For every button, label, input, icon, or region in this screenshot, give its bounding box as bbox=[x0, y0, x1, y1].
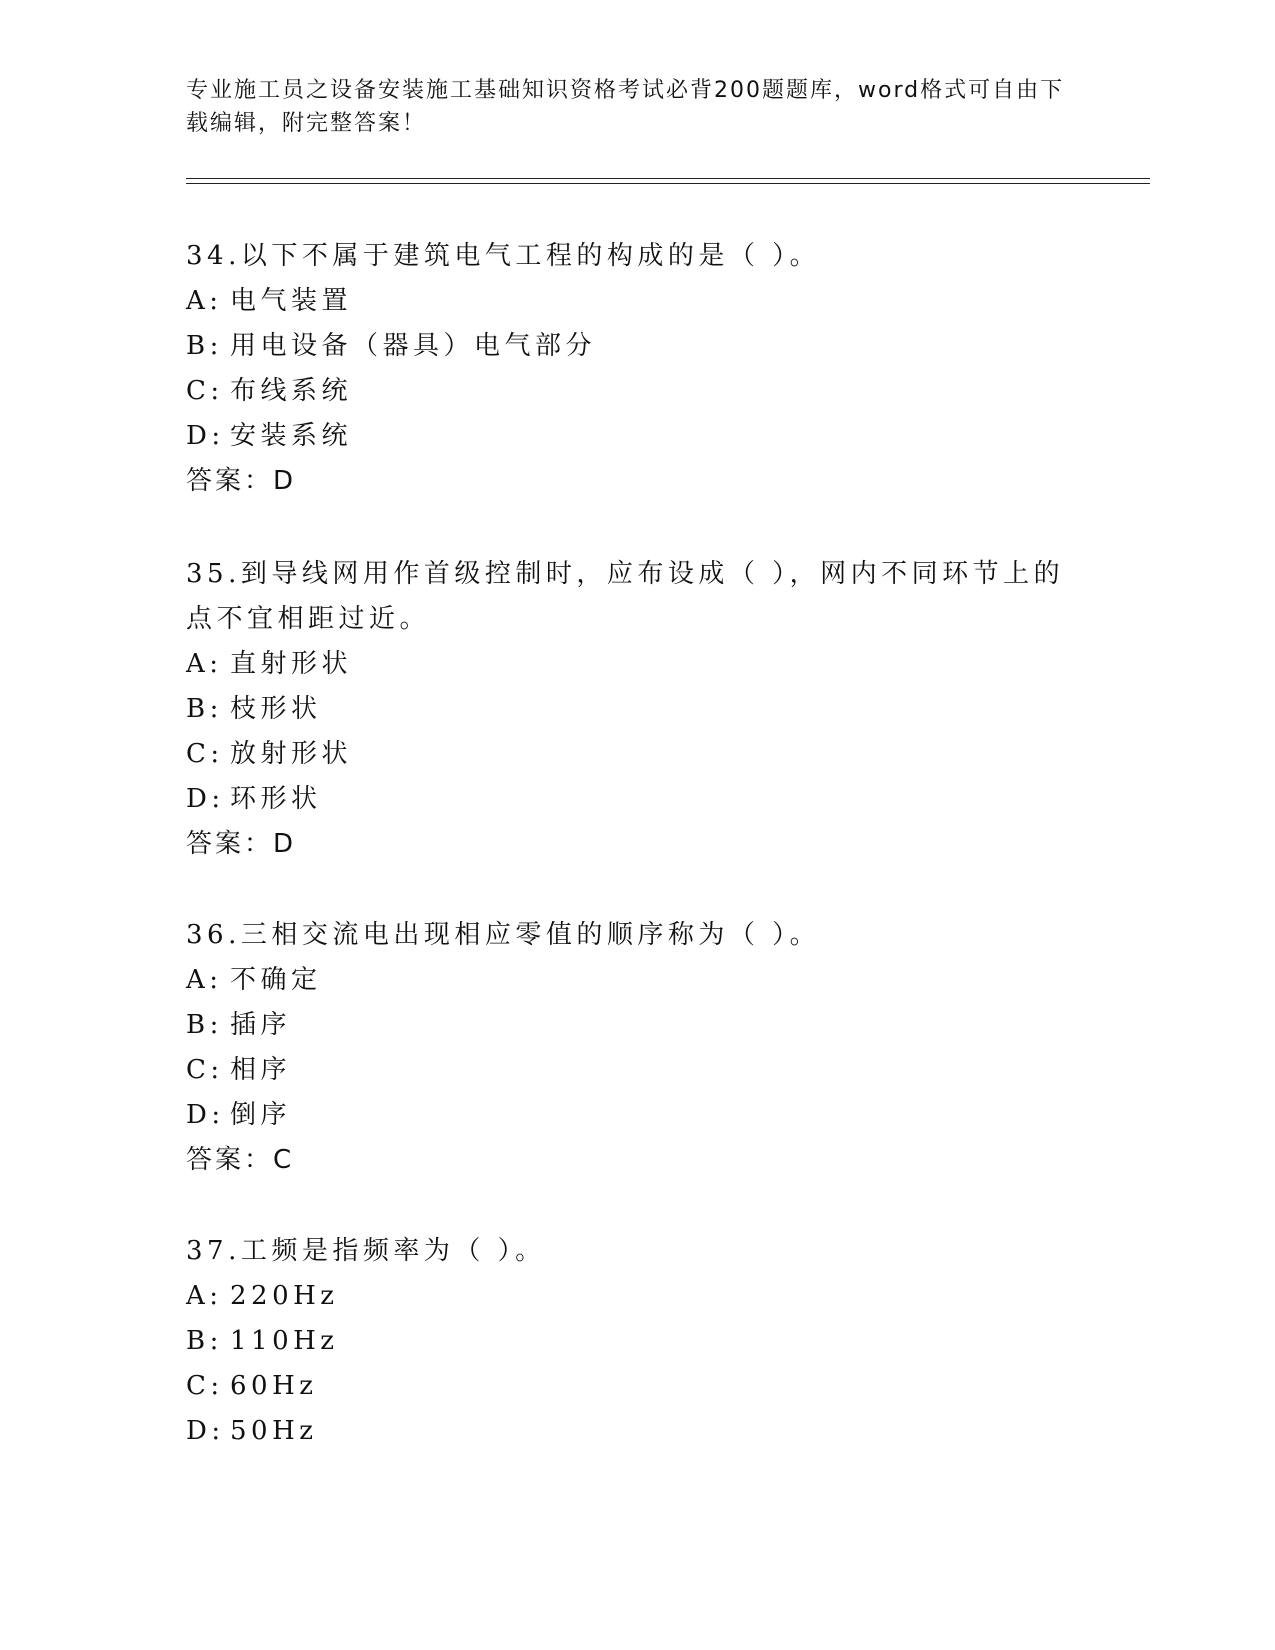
option-letter: C: bbox=[186, 1371, 224, 1401]
question-35-stem: 35.到导线网用作首级控制时，应布设成（ ），网内不同环节上的点不宜相距过近。 bbox=[186, 559, 1065, 634]
option-text: 不确定 bbox=[230, 965, 322, 995]
question-35-answer: 答案：D bbox=[186, 829, 297, 859]
question-35-option-c bbox=[186, 732, 352, 777]
option-text: 220Hz bbox=[230, 1281, 339, 1311]
option-text: 枝形状 bbox=[230, 694, 322, 724]
document-header: 专业施工员之设备安装施工基础知识资格考试必背200题题库，word格式可自由下载编辑，附完整答案！ bbox=[186, 78, 1065, 136]
header-divider-top bbox=[186, 178, 1150, 179]
option-letter: B: bbox=[186, 1326, 223, 1356]
question-37-stem: 37.工频是指频率为（ ）。 bbox=[186, 1236, 546, 1266]
option-letter: B: bbox=[186, 694, 223, 724]
option-letter: C: bbox=[186, 1055, 224, 1085]
question-37-option-a bbox=[186, 1274, 339, 1319]
question-36-option-d bbox=[186, 1093, 291, 1138]
question-36-option-b bbox=[186, 1003, 291, 1048]
question-36-answer: 答案：C bbox=[186, 1145, 295, 1175]
option-letter: A: bbox=[186, 649, 223, 679]
option-text: 布线系统 bbox=[230, 376, 353, 406]
question-36-stem: 36.三相交流电出现相应零值的顺序称为（ ）。 bbox=[186, 920, 821, 950]
option-letter: B: bbox=[186, 331, 223, 361]
question-37-option-c bbox=[186, 1364, 317, 1409]
question-34-stem: 34.以下不属于建筑电气工程的构成的是（ ）。 bbox=[186, 241, 821, 271]
option-text: 放射形状 bbox=[230, 739, 353, 769]
option-letter: D: bbox=[186, 1416, 225, 1446]
option-letter: A: bbox=[186, 965, 223, 995]
question-34-option-b bbox=[186, 324, 596, 369]
question-37-option-b bbox=[186, 1319, 339, 1364]
option-text: 用电设备（器具）电气部分 bbox=[230, 331, 597, 361]
question-35-option-a bbox=[186, 642, 352, 687]
option-text: 50Hz bbox=[230, 1416, 318, 1446]
question-34-answer: 答案：D bbox=[186, 466, 297, 496]
option-text: 环形状 bbox=[230, 784, 322, 814]
option-text: 相序 bbox=[230, 1055, 292, 1085]
option-letter: D: bbox=[186, 784, 225, 814]
question-34-option-c bbox=[186, 369, 352, 414]
question-34-option-d bbox=[186, 414, 352, 459]
option-letter: D: bbox=[186, 421, 225, 451]
option-letter: A: bbox=[186, 1281, 223, 1311]
question-34-option-a bbox=[186, 279, 352, 324]
header-divider-bottom bbox=[186, 183, 1150, 184]
question-36-option-c bbox=[186, 1048, 291, 1093]
option-text: 60Hz bbox=[230, 1371, 318, 1401]
option-text: 直射形状 bbox=[230, 649, 353, 679]
option-letter: A: bbox=[186, 286, 223, 316]
question-35-option-d bbox=[186, 777, 322, 822]
option-letter: D: bbox=[186, 1100, 225, 1130]
question-35-option-b bbox=[186, 687, 322, 732]
option-text: 110Hz bbox=[230, 1326, 339, 1356]
option-text: 插序 bbox=[230, 1010, 292, 1040]
option-letter: B: bbox=[186, 1010, 223, 1040]
option-text: 倒序 bbox=[230, 1100, 292, 1130]
option-letter: C: bbox=[186, 376, 224, 406]
option-text: 电气装置 bbox=[230, 286, 353, 316]
option-letter: C: bbox=[186, 739, 224, 769]
question-37-option-d bbox=[186, 1409, 317, 1454]
question-36-option-a bbox=[186, 958, 322, 1003]
option-text: 安装系统 bbox=[230, 421, 353, 451]
